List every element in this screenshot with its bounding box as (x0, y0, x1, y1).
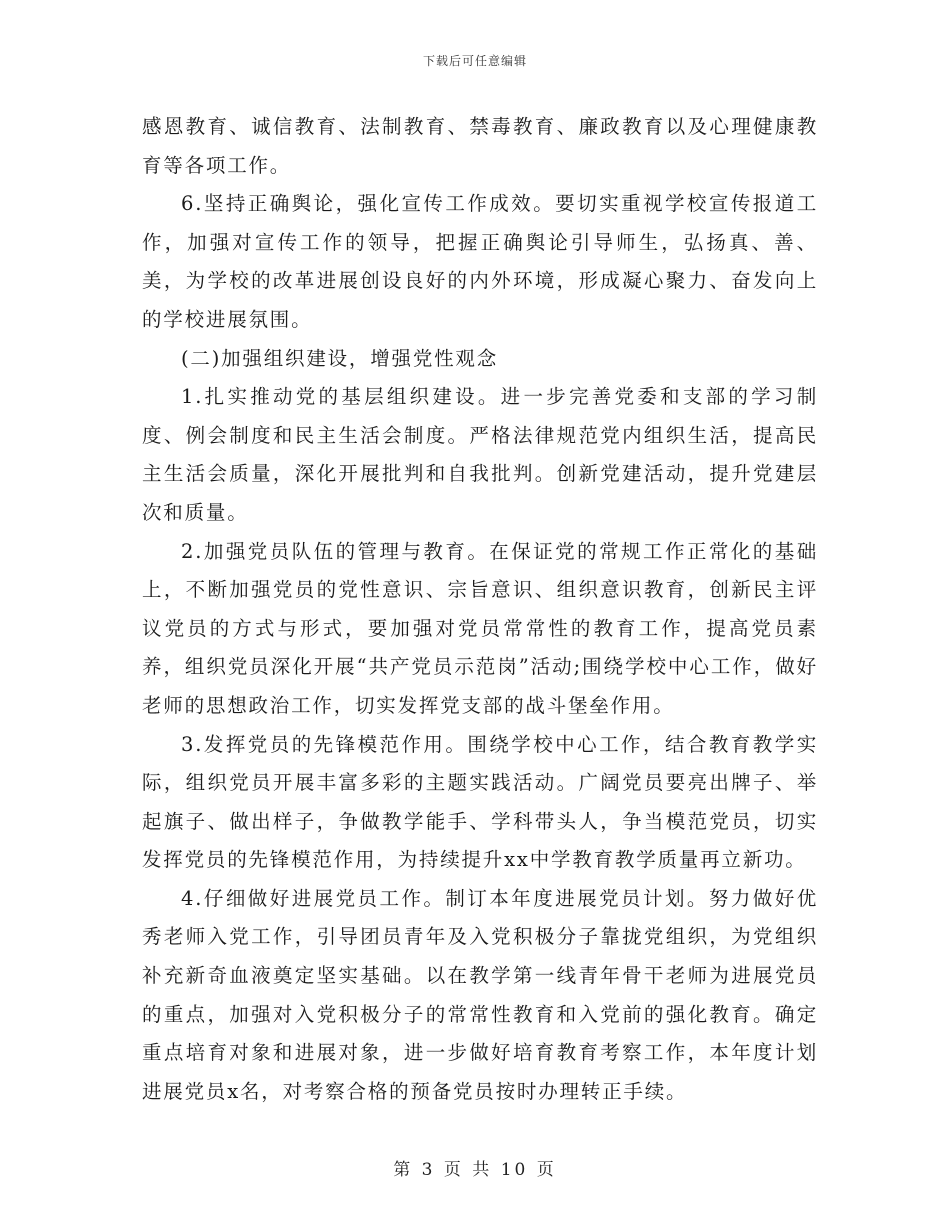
page-header-note: 下载后可任意编辑 (422, 54, 527, 68)
paragraph-item-4: 4.仔细做好进展党员工作。制订本年度进展党员计划。努力做好优秀老师入党工作，引导团员青年及入党积极分子靠拢党组织，为党组织补充新奇血液奠定坚实基础。以在教学第一线青年骨干老师为进展党员的重点，加强对入党积极分子的常常性教育和入党前的强化教育。确定重点培育对象和进展对象，进一步做好培育教育考察工作，本年度计划进展党员x名，对考察合格的预备党员按时办理转正手续。 (142, 886, 818, 1103)
paragraph-item-2: 2.加强党员队伍的管理与教育。在保证党的常规工作正常化的基础上，不断加强党员的党性意识、宗旨意识、组织意识教育，创新民主评议党员的方式与形式，要加强对党员常常性的教育工作，提高党员素养，组织党员深化开展“共产党员示范岗”活动;围绕学校中心工作，做好老师的思想政治工作，切实发挥党支部的战斗堡垒作用。 (142, 539, 818, 717)
paragraph-item-6: 6.坚持正确舆论，强化宣传工作成效。要切实重视学校宣传报道工作，加强对宣传工作的领导，把握正确舆论引导师生，弘扬真、善、美，为学校的改革进展创设良好的内外环境，形成凝心聚力、奋发向上的学校进展氛围。 (142, 192, 818, 331)
paragraph-item-3: 3.发挥党员的先锋模范作用。围绕学校中心工作，结合教育教学实际，组织党员开展丰富多彩的主题实践活动。广阔党员要亮出牌子、举起旗子、做出样子，争做教学能手、学科带头人，争当模范党员，切实发挥党员的先锋模范作用，为持续提升xx中学教育教学质量再立新功。 (142, 732, 818, 872)
paragraph-item-1: 1.扎实推动党的基层组织建设。进一步完善党委和支部的学习制度、例会制度和民主生活会制度。严格法律规范党内组织生活，提高民主生活会质量，深化开展批判和自我批判。创新党建活动，提升党建层次和质量。 (142, 385, 818, 524)
page-number: 第 3 页 共 10 页 (393, 1160, 557, 1180)
section-heading: (二)加强组织建设，增强党性观念 (181, 346, 499, 370)
paragraph-continuation: 感恩教育、诚信教育、法制教育、禁毒教育、廉政教育以及心理健康教育等各项工作。 (142, 115, 818, 177)
document-body (142, 108, 818, 1111)
